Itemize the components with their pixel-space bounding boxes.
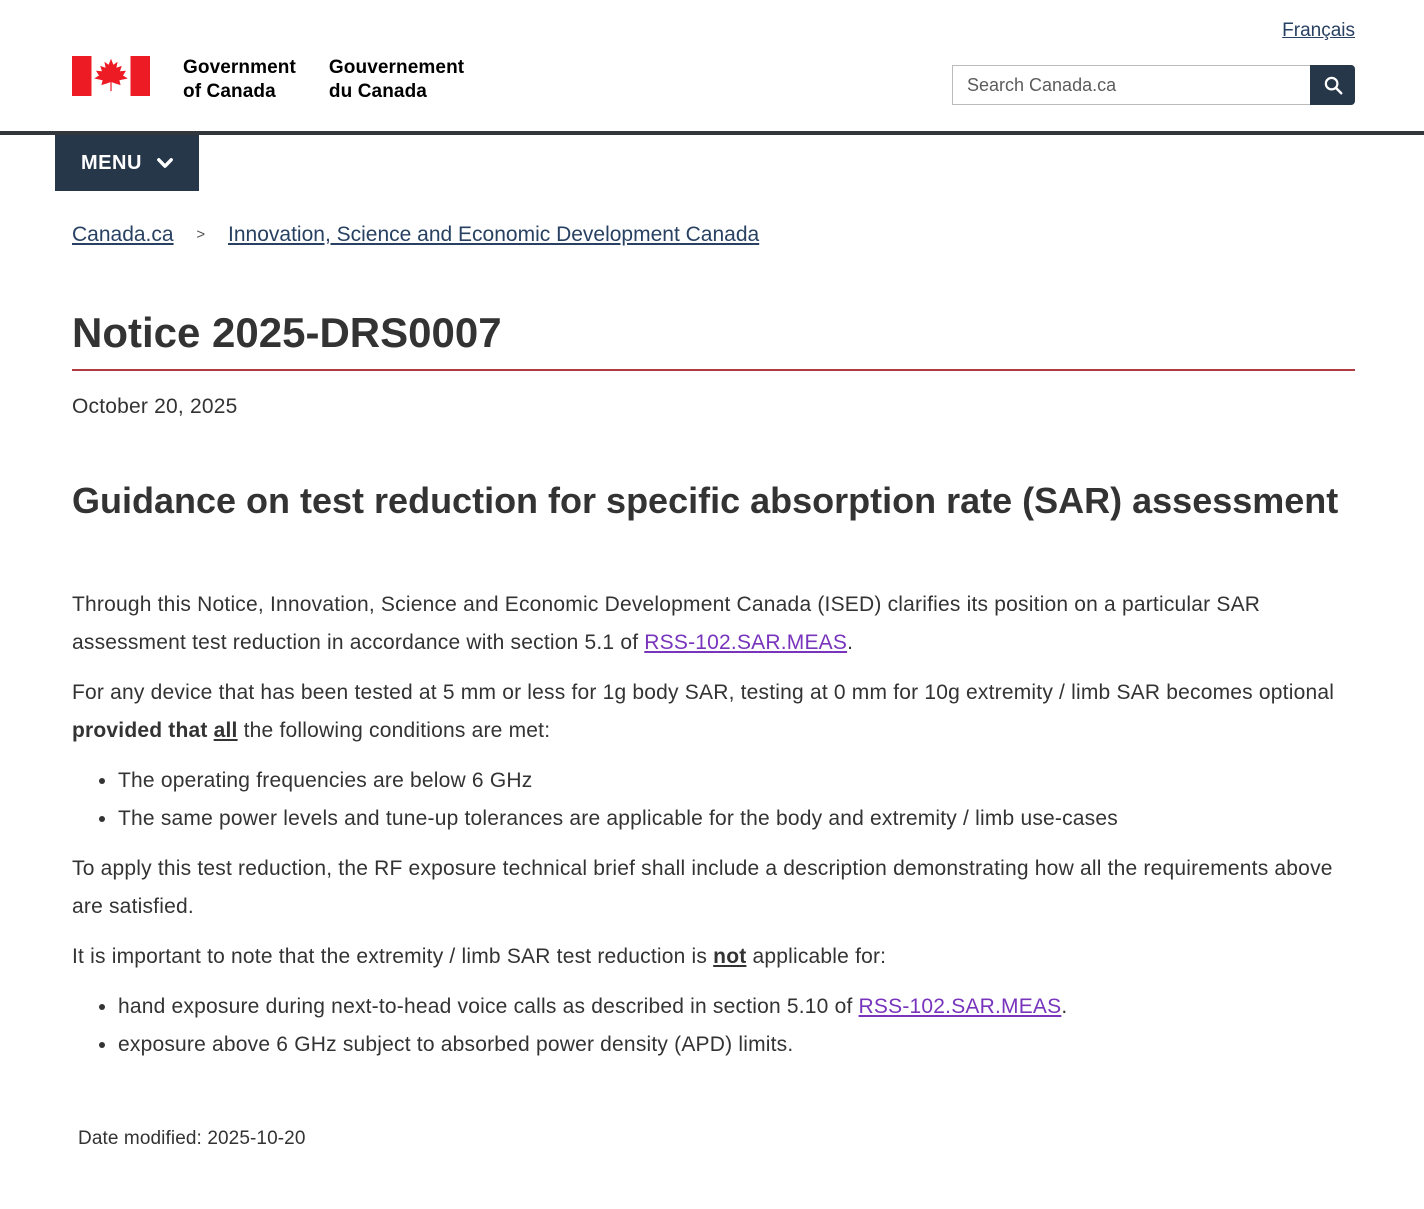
- menu-button-label: MENU: [81, 151, 142, 174]
- signature-text-en: [183, 56, 296, 104]
- paragraph-not-applicable-tail: applicable for:: [746, 945, 887, 969]
- paragraph-not-applicable-text: It is important to note that the extremity / limb SAR test reduction is: [72, 945, 714, 969]
- exclusions-list: [72, 988, 1355, 1064]
- breadcrumb-link-ised[interactable]: Innovation, Science and Economic Development Canada: [228, 223, 760, 246]
- not-bold-underlined: not: [713, 945, 747, 969]
- all-bold-underlined: all: [213, 719, 238, 743]
- main-content: [0, 309, 1424, 1200]
- breadcrumb: [72, 223, 1352, 247]
- site-header: [0, 0, 1424, 131]
- exclusion-item-text: hand exposure during next-to-head voice calls as described in section 5.10 of: [118, 995, 859, 1019]
- search-button[interactable]: [1310, 65, 1355, 105]
- signature-en-line2: of Canada: [183, 81, 276, 102]
- rss-102-sar-meas-link-2[interactable]: RSS-102.SAR.MEAS: [858, 995, 1062, 1019]
- chevron-down-icon: [157, 158, 173, 169]
- list-item: • The operating frequencies are below 6 GHz: [118, 762, 1355, 800]
- menu-button[interactable]: [55, 135, 199, 191]
- paragraph-intro-text: Through this Notice, Innovation, Science and Economic Development Canada (ISED) clarifies its position on a particular SAR assessment test reduction in accordance with section 5.1 of: [72, 593, 1261, 655]
- breadcrumb-link-canada[interactable]: Canada.ca: [72, 223, 174, 246]
- rss-102-sar-meas-link-1[interactable]: RSS-102.SAR.MEAS: [644, 631, 848, 655]
- paragraph-not-applicable: [72, 938, 1355, 976]
- paragraph-conditions-tail: the following conditions are met:: [237, 719, 551, 743]
- paragraph-conditions-text: For any device that has been tested at 5 mm or less for 1g body SAR, testing at 0 mm for 10g extremity / limb SAR becomes optional: [72, 681, 1335, 705]
- section-heading: Guidance on test reduction for specific absorption rate (SAR) assessment: [72, 480, 1339, 522]
- date-modified-value: 2025-10-20: [207, 1128, 306, 1150]
- search-input[interactable]: [952, 65, 1310, 105]
- paragraph-technical-brief: To apply this test reduction, the RF exposure technical brief shall include a description demonstrating how all the requirements above are satisfied.: [72, 857, 1333, 919]
- signature-fr-line1: Gouvernement: [328, 57, 465, 78]
- language-toggle-link[interactable]: Français: [1282, 20, 1355, 41]
- goc-signature: [72, 56, 464, 104]
- conditions-list: [72, 762, 1355, 838]
- signature-text-fr: [329, 56, 464, 104]
- search-bar: [952, 65, 1355, 105]
- list-item: • The same power levels and tune-up tolerances are applicable for the body and extremity / limb use-cases: [118, 800, 1355, 838]
- paragraph-conditions: [72, 674, 1355, 750]
- canada-flag-icon: [72, 56, 150, 96]
- signature-en-line1: Government: [183, 57, 296, 78]
- date-modified-label: Date modified:: [78, 1128, 202, 1150]
- date-modified: [72, 1120, 1355, 1200]
- paragraph-intro: [72, 586, 1355, 662]
- exclusion-item-period: .: [1061, 995, 1068, 1019]
- signature-fr-line2: du Canada: [328, 81, 427, 102]
- paragraph-intro-period: .: [847, 631, 854, 655]
- publication-date: October 20, 2025: [72, 395, 238, 419]
- list-item: [118, 988, 1355, 1026]
- list-item: • exposure above 6 GHz subject to absorbed power density (APD) limits.: [118, 1026, 1355, 1064]
- menu-bar: [0, 131, 1424, 191]
- search-icon: [1322, 74, 1344, 96]
- breadcrumb-separator: >: [196, 226, 206, 243]
- provided-that-bold: provided that: [72, 719, 214, 743]
- page-title: Notice 2025-DRS0007: [72, 309, 1355, 371]
